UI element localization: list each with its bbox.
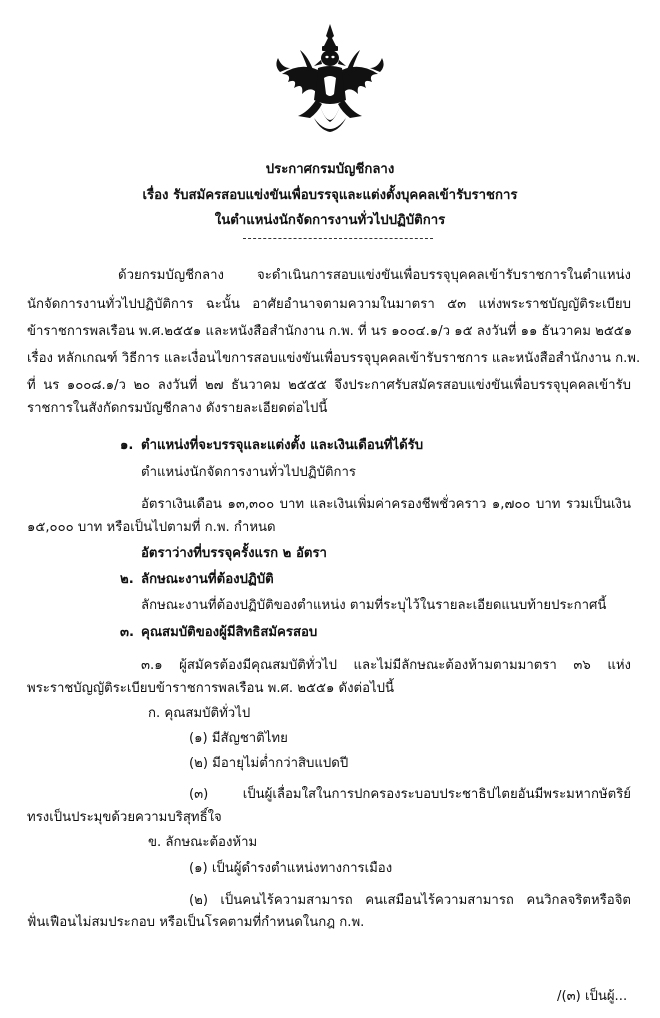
section-1-salary-line-1: อัตราเงินเดือน ๑๓,๓๐๐ บาท และเงินเพิ่มค่าครองชีพชั่วคราว ๑,๗๐๐ บาท รวมเป็นเงิน xyxy=(141,497,631,512)
header-dashed-divider xyxy=(243,238,433,239)
intro-line-4: เรื่อง หลักเกณฑ์ วิธีการ และเงื่อนไขการสอบแข่งขันเพื่อบรรจุบุคคลเข้ารับราชการ และหนังสือสำนักงาน ก.พ. xyxy=(27,351,641,366)
section-3-paragraph-line-1: ๓.๑ ผู้สมัครต้องมีคุณสมบัติทั่วไป และไม่มีลักษณะต้องห้ามตามมาตรา ๓๖ แห่ง xyxy=(141,658,631,673)
page-continuation-marker: /(๓) เป็นผู้... xyxy=(557,989,628,1004)
general-item-3: (๓) เป็นผู้เลื่อมใสในการปกครองระบอบประชาธิปไตยอันมีพระมหากษัตริย์ xyxy=(189,787,631,802)
section-1-position: ตำแหน่งนักจัดการงานทั่วไปปฏิบัติการ xyxy=(141,465,356,480)
section-3-number: ๓. xyxy=(120,625,135,640)
announcement-position: ในตำแหน่งนักจัดการงานทั่วไปปฏิบัติการ xyxy=(214,213,446,228)
general-item-3-continuation: ทรงเป็นประมุขด้วยความบริสุทธิ์ใจ xyxy=(27,810,222,825)
intro-line-1: ด้วยกรมบัญชีกลาง จะดำเนินการสอบแข่งขันเพื่อบรรจุบุคคลเข้ารับราชการในตำแหน่ง xyxy=(118,268,631,283)
section-2-text: ลักษณะงานที่ต้องปฏิบัติของตำแหน่ง ตามที่ระบุไว้ในรายละเอียดแนบท้ายประกาศนี้ xyxy=(141,598,607,613)
section-1-salary-line-2: ๑๕,๐๐๐ บาท หรือเป็นไปตามที่ ก.พ. กำหนด xyxy=(27,520,276,535)
announcement-subject: เรื่อง รับสมัครสอบแข่งขันเพื่อบรรจุและแต่งตั้งบุคคลเข้ารับราชการ xyxy=(142,188,518,203)
section-2-number: ๒. xyxy=(120,572,134,587)
prohibited-item-2: (๒) เป็นคนไร้ความสามารถ คนเสมือนไร้ความสามารถ คนวิกลจริตหรือจิต xyxy=(189,893,631,908)
intro-line-2: นักจัดการงานทั่วไปปฏิบัติการ ฉะนั้น อาศัยอำนาจตามความในมาตรา ๕๓ แห่งพระราชบัญญัติระเบียบ xyxy=(27,297,631,312)
general-item-1: (๑) มีสัญชาติไทย xyxy=(189,731,288,746)
section-1-vacancy: อัตราว่างที่บรรจุครั้งแรก ๒ อัตรา xyxy=(141,546,327,561)
general-qualifications-heading: ก. คุณสมบัติทั่วไป xyxy=(148,706,251,721)
section-2-heading: ลักษณะงานที่ต้องปฏิบัติ xyxy=(141,572,274,587)
section-1-number: ๑. xyxy=(120,438,134,453)
general-item-2: (๒) มีอายุไม่ต่ำกว่าสิบแปดปี xyxy=(189,756,349,771)
prohibited-item-1: (๑) เป็นผู้ดำรงตำแหน่งทางการเมือง xyxy=(189,861,393,876)
intro-line-3: ข้าราชการพลเรือน พ.ศ.๒๕๕๑ และหนังสือสำนักงาน ก.พ. ที่ นร ๑๐๐๔.๑/ว ๑๕ ลงวันที่ ๑๑ ธันวาคม ๒๕๕๑ xyxy=(27,324,633,339)
section-3-paragraph-line-2: พระราชบัญญัติระเบียบข้าราชการพลเรือน พ.ศ. ๒๕๕๑ ดังต่อไปนี้ xyxy=(27,681,395,696)
announcement-agency-title: ประกาศกรมบัญชีกลาง xyxy=(265,162,395,177)
prohibited-item-2-continuation: ฟั่นเฟือนไม่สมประกอบ หรือเป็นโรคตามที่กำหนดในกฎ ก.พ. xyxy=(27,915,365,930)
section-3-heading: คุณสมบัติของผู้มีสิทธิสมัครสอบ xyxy=(141,625,318,640)
garuda-emblem xyxy=(270,22,390,140)
intro-line-5: ที่ นร ๑๐๐๘.๑/ว ๒๐ ลงวันที่ ๒๗ ธันวาคม ๒๕๕๕ จึงประกาศรับสมัครสอบแข่งขันเพื่อบรรจุบุคคลเข้ารับ xyxy=(27,378,631,393)
section-1-heading: ตำแหน่งที่จะบรรจุและแต่งตั้ง และเงินเดือนที่ได้รับ xyxy=(141,438,424,453)
intro-line-6: ราชการในสังกัดกรมบัญชีกลาง ดังรายละเอียดต่อไปนี้ xyxy=(27,401,328,416)
prohibited-heading: ข. ลักษณะต้องห้าม xyxy=(148,835,258,850)
